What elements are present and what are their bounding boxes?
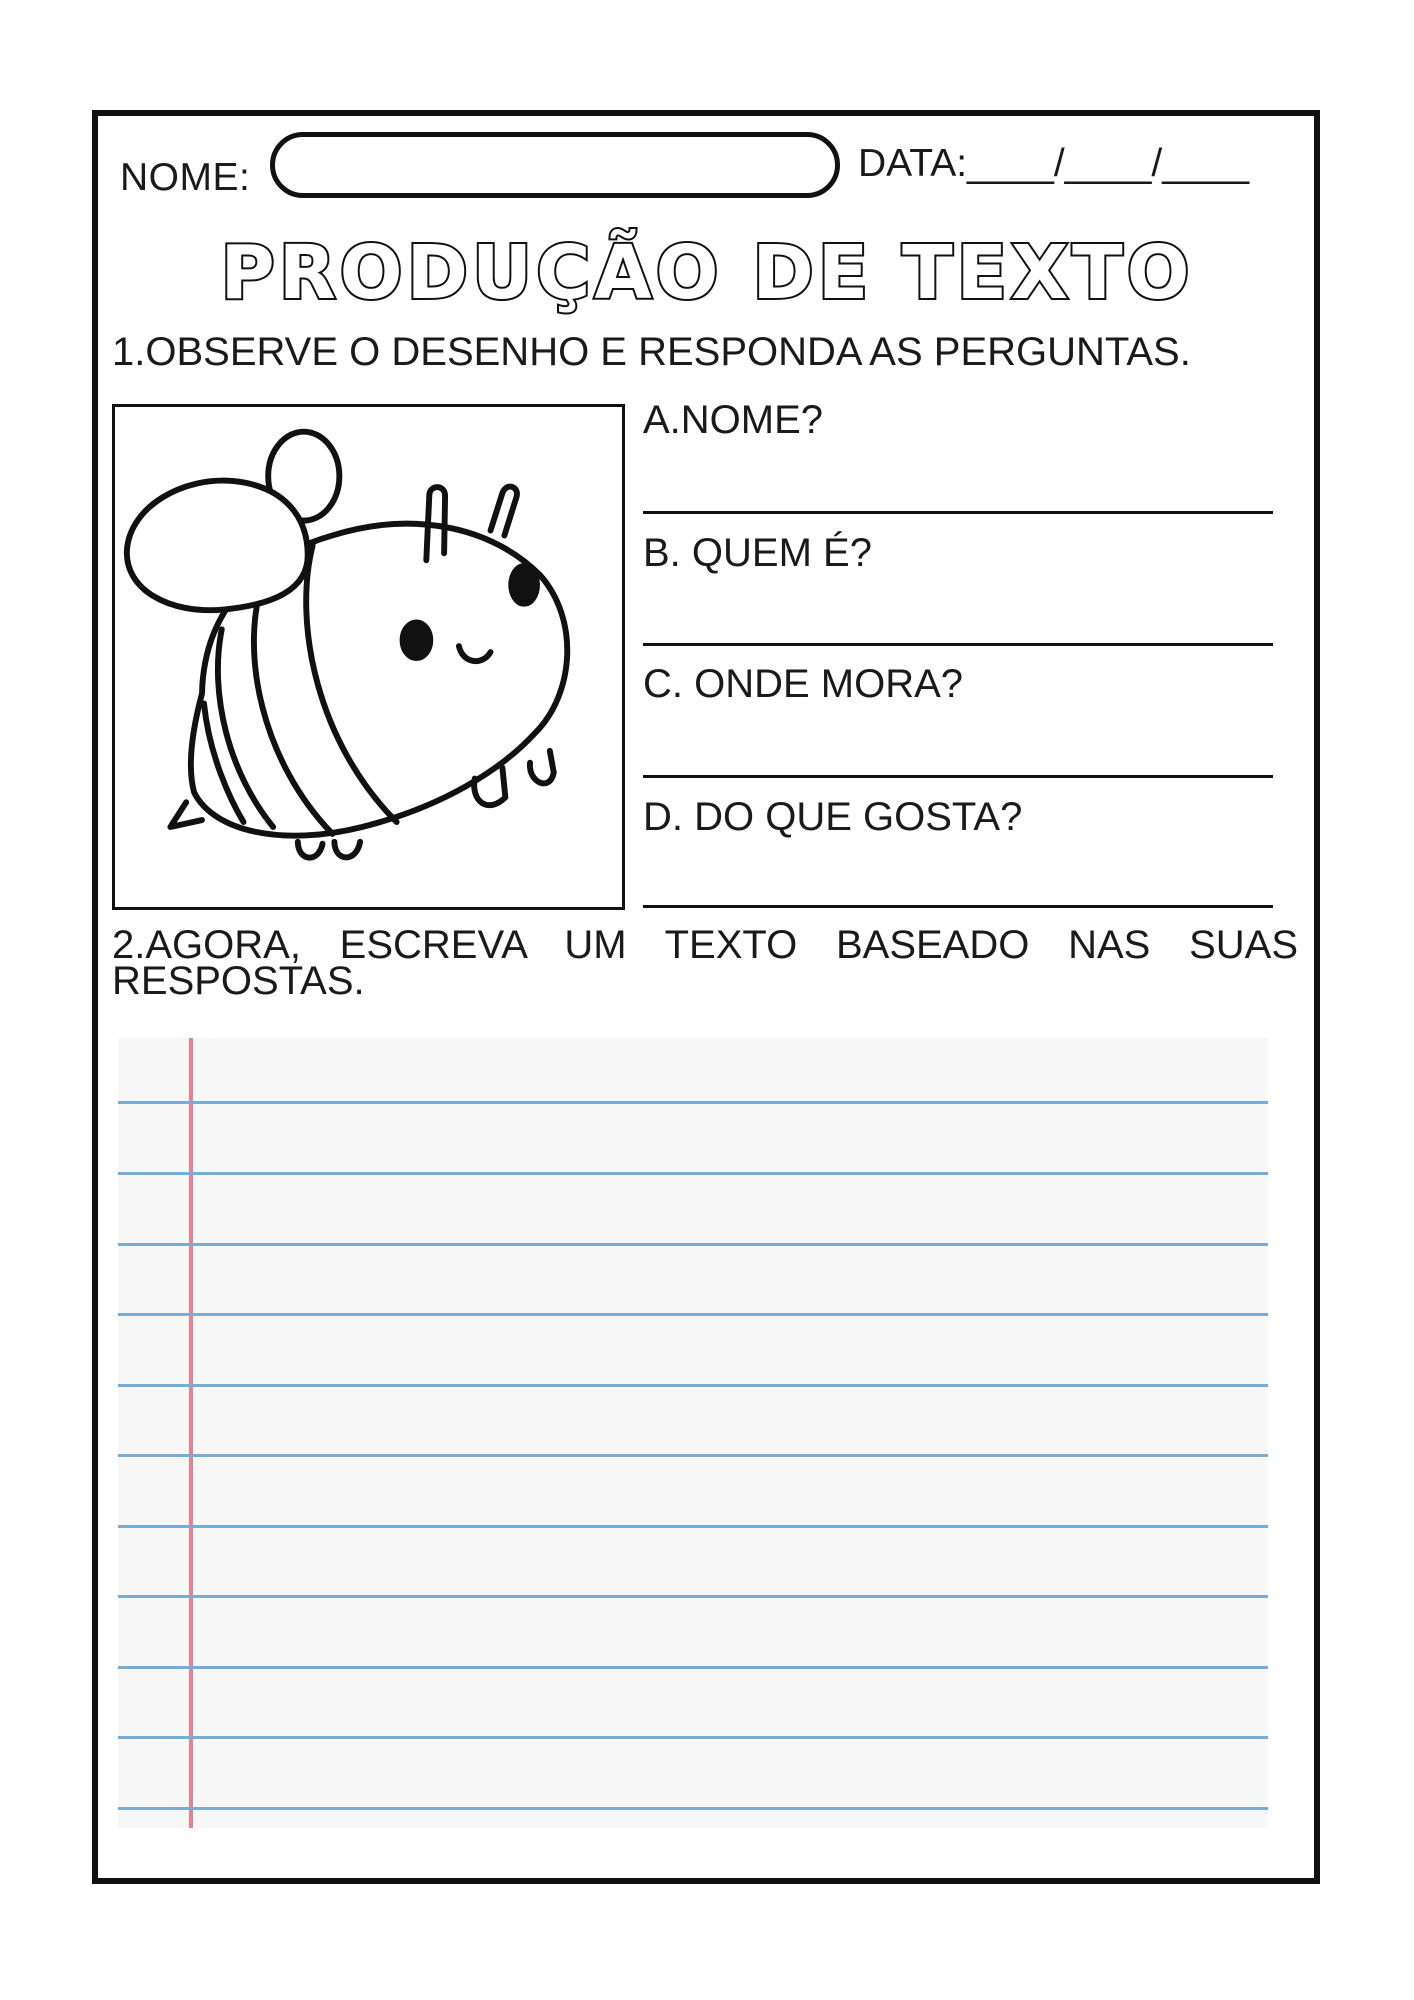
question-c: C. ONDE MORA? [643,662,964,706]
writing-line [118,1101,1268,1104]
name-field[interactable] [270,132,840,198]
writing-line [118,1384,1268,1387]
writing-line [118,1807,1268,1810]
answer-line-b[interactable] [643,643,1273,646]
bee-illustration [112,404,625,910]
writing-line [118,1243,1268,1246]
answer-line-a[interactable] [643,511,1273,514]
answer-line-c[interactable] [643,775,1273,778]
question-d: D. DO QUE GOSTA? [643,795,1023,839]
instruction-2: 2.AGORA, ESCREVA UM TEXTO BASEADO NAS SUAS RESPOSTAS. [112,923,1298,1003]
writing-line [118,1454,1268,1457]
date-field[interactable]: DATA:____/____/____ [858,142,1250,185]
writing-line [118,1172,1268,1175]
writing-line [118,1525,1268,1528]
name-label: NOME: [120,156,251,199]
instruction-1: 1.OBSERVE O DESENHO E RESPONDA AS PERGUNTAS. [112,330,1191,374]
title-text: PRODUÇÃO DE TEXTO [220,230,1194,316]
page-title [0,226,1414,326]
writing-line [118,1313,1268,1316]
writing-line [118,1595,1268,1598]
question-a: A.NOME? [643,398,824,442]
question-b: B. QUEM É? [643,531,872,575]
writing-area[interactable] [118,1038,1268,1828]
writing-line [118,1736,1268,1739]
writing-line [118,1666,1268,1669]
margin-line [189,1038,193,1828]
answer-line-d[interactable] [643,905,1273,908]
